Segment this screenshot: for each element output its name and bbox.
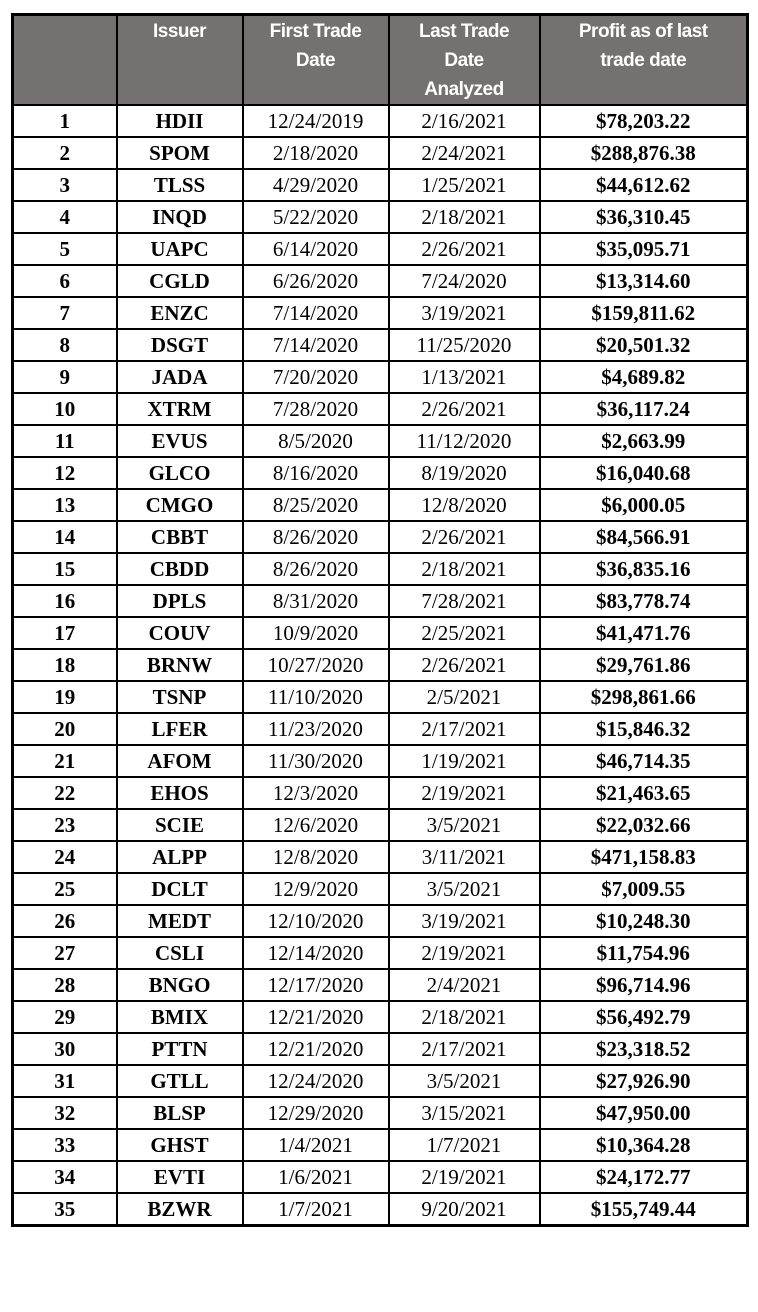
profit-cell: $11,754.96: [540, 937, 748, 969]
row-number: 16: [13, 585, 117, 617]
row-number: 4: [13, 201, 117, 233]
profit-cell: $16,040.68: [540, 457, 748, 489]
last-trade-date-cell: 2/18/2021: [389, 201, 540, 233]
last-trade-date-cell: 3/5/2021: [389, 1065, 540, 1097]
table-row: [13, 105, 748, 137]
first-trade-date-cell: 12/10/2020: [243, 905, 389, 937]
row-number: 27: [13, 937, 117, 969]
table-row: [13, 1097, 748, 1129]
table-row: [13, 361, 748, 393]
issuer-cell: GHST: [117, 1129, 243, 1161]
profit-cell: $96,714.96: [540, 969, 748, 1001]
table-row: [13, 809, 748, 841]
table-row: [13, 297, 748, 329]
last-trade-date-cell: 2/26/2021: [389, 233, 540, 265]
profit-cell: $21,463.65: [540, 777, 748, 809]
first-trade-date-cell: 10/9/2020: [243, 617, 389, 649]
first-trade-date-cell: 12/17/2020: [243, 969, 389, 1001]
first-trade-date-cell: 1/6/2021: [243, 1161, 389, 1193]
first-trade-date-cell: 12/9/2020: [243, 873, 389, 905]
first-trade-date-cell: 11/10/2020: [243, 681, 389, 713]
profit-cell: $471,158.83: [540, 841, 748, 873]
row-number: 13: [13, 489, 117, 521]
first-trade-date-cell: 7/14/2020: [243, 329, 389, 361]
table-row: [13, 169, 748, 201]
table-row: [13, 425, 748, 457]
table-row: [13, 1033, 748, 1065]
first-trade-date-cell: 12/8/2020: [243, 841, 389, 873]
first-trade-date-cell: 12/24/2020: [243, 1065, 389, 1097]
profit-cell: $4,689.82: [540, 361, 748, 393]
first-trade-date-cell: 6/14/2020: [243, 233, 389, 265]
table-row: [13, 1161, 748, 1193]
issuer-cell: INQD: [117, 201, 243, 233]
header-line: Last Trade: [418, 21, 510, 42]
issuer-cell: BZWR: [117, 1193, 243, 1226]
header-index: [13, 15, 117, 106]
last-trade-date-cell: 2/26/2021: [389, 521, 540, 553]
last-trade-date-cell: 2/26/2021: [389, 393, 540, 425]
table-row: [13, 745, 748, 777]
row-number: 6: [13, 265, 117, 297]
profit-cell: $44,612.62: [540, 169, 748, 201]
table-row: [13, 1193, 748, 1226]
profit-cell: $83,778.74: [540, 585, 748, 617]
row-number: 21: [13, 745, 117, 777]
table-row: [13, 777, 748, 809]
row-number: 15: [13, 553, 117, 585]
row-number: 7: [13, 297, 117, 329]
profit-cell: $298,861.66: [540, 681, 748, 713]
last-trade-date-cell: 2/24/2021: [389, 137, 540, 169]
last-trade-date-cell: 3/5/2021: [389, 873, 540, 905]
first-trade-date-cell: 7/28/2020: [243, 393, 389, 425]
row-number: 17: [13, 617, 117, 649]
profit-cell: $10,248.30: [540, 905, 748, 937]
row-number: 2: [13, 137, 117, 169]
table-row: [13, 1065, 748, 1097]
table-row: [13, 841, 748, 873]
issuer-cell: TLSS: [117, 169, 243, 201]
first-trade-date-cell: 8/16/2020: [243, 457, 389, 489]
row-number: 29: [13, 1001, 117, 1033]
table-row: [13, 1001, 748, 1033]
last-trade-date-cell: 9/20/2021: [389, 1193, 540, 1226]
first-trade-date-cell: 6/26/2020: [243, 265, 389, 297]
table-row: [13, 233, 748, 265]
profit-cell: $84,566.91: [540, 521, 748, 553]
last-trade-date-cell: 1/13/2021: [389, 361, 540, 393]
table-row: [13, 1129, 748, 1161]
row-number: 1: [13, 105, 117, 137]
table-row: [13, 873, 748, 905]
profit-cell: $13,314.60: [540, 265, 748, 297]
table-row: [13, 905, 748, 937]
issuer-profit-table-container: [11, 13, 749, 1227]
issuer-cell: HDII: [117, 105, 243, 137]
row-number: 30: [13, 1033, 117, 1065]
issuer-cell: BRNW: [117, 649, 243, 681]
issuer-cell: AFOM: [117, 745, 243, 777]
first-trade-date-cell: 8/26/2020: [243, 553, 389, 585]
table-row: [13, 585, 748, 617]
header-profit: [540, 15, 748, 106]
header-line: Date: [295, 50, 336, 71]
profit-cell: $23,318.52: [540, 1033, 748, 1065]
row-number: 14: [13, 521, 117, 553]
last-trade-date-cell: 2/19/2021: [389, 1161, 540, 1193]
profit-cell: $35,095.71: [540, 233, 748, 265]
last-trade-date-cell: 2/19/2021: [389, 937, 540, 969]
profit-cell: $47,950.00: [540, 1097, 748, 1129]
issuer-cell: CBBT: [117, 521, 243, 553]
row-number: 33: [13, 1129, 117, 1161]
row-number: 11: [13, 425, 117, 457]
last-trade-date-cell: 11/12/2020: [389, 425, 540, 457]
last-trade-date-cell: 2/4/2021: [389, 969, 540, 1001]
table-row: [13, 265, 748, 297]
profit-cell: $15,846.32: [540, 713, 748, 745]
table-row: [13, 969, 748, 1001]
profit-cell: $159,811.62: [540, 297, 748, 329]
profit-cell: $22,032.66: [540, 809, 748, 841]
table-row: [13, 329, 748, 361]
issuer-cell: UAPC: [117, 233, 243, 265]
row-number: 25: [13, 873, 117, 905]
issuer-cell: EVUS: [117, 425, 243, 457]
row-number: 19: [13, 681, 117, 713]
first-trade-date-cell: 1/4/2021: [243, 1129, 389, 1161]
issuer-cell: COUV: [117, 617, 243, 649]
row-number: 31: [13, 1065, 117, 1097]
header-line: trade date: [600, 50, 687, 71]
header-row: [13, 15, 748, 106]
first-trade-date-cell: 4/29/2020: [243, 169, 389, 201]
issuer-cell: BNGO: [117, 969, 243, 1001]
issuer-cell: LFER: [117, 713, 243, 745]
issuer-cell: XTRM: [117, 393, 243, 425]
first-trade-date-cell: 2/18/2020: [243, 137, 389, 169]
row-number: 23: [13, 809, 117, 841]
header-line: Analyzed: [424, 79, 504, 100]
issuer-cell: GTLL: [117, 1065, 243, 1097]
row-number: 32: [13, 1097, 117, 1129]
issuer-cell: ALPP: [117, 841, 243, 873]
first-trade-date-cell: 8/31/2020: [243, 585, 389, 617]
header-line: Date: [444, 50, 484, 71]
row-number: 12: [13, 457, 117, 489]
last-trade-date-cell: 3/5/2021: [389, 809, 540, 841]
last-trade-date-cell: 3/15/2021: [389, 1097, 540, 1129]
last-trade-date-cell: 7/24/2020: [389, 265, 540, 297]
last-trade-date-cell: 1/19/2021: [389, 745, 540, 777]
row-number: 26: [13, 905, 117, 937]
first-trade-date-cell: 12/3/2020: [243, 777, 389, 809]
row-number: 24: [13, 841, 117, 873]
table-body: [13, 105, 748, 1226]
first-trade-date-cell: 12/21/2020: [243, 1033, 389, 1065]
table-row: [13, 553, 748, 585]
issuer-cell: BMIX: [117, 1001, 243, 1033]
last-trade-date-cell: 1/7/2021: [389, 1129, 540, 1161]
issuer-cell: EVTI: [117, 1161, 243, 1193]
profit-cell: $41,471.76: [540, 617, 748, 649]
last-trade-date-cell: 3/19/2021: [389, 905, 540, 937]
last-trade-date-cell: 2/26/2021: [389, 649, 540, 681]
first-trade-date-cell: 12/14/2020: [243, 937, 389, 969]
issuer-cell: SCIE: [117, 809, 243, 841]
issuer-cell: MEDT: [117, 905, 243, 937]
profit-cell: $36,117.24: [540, 393, 748, 425]
profit-cell: $7,009.55: [540, 873, 748, 905]
table-row: [13, 489, 748, 521]
row-number: 28: [13, 969, 117, 1001]
issuer-cell: ENZC: [117, 297, 243, 329]
profit-cell: $36,310.45: [540, 201, 748, 233]
first-trade-date-cell: 11/23/2020: [243, 713, 389, 745]
header-line: First Trade: [269, 21, 362, 42]
first-trade-date-cell: 7/14/2020: [243, 297, 389, 329]
table-row: [13, 937, 748, 969]
profit-cell: $10,364.28: [540, 1129, 748, 1161]
table-row: [13, 393, 748, 425]
row-number: 5: [13, 233, 117, 265]
issuer-cell: DPLS: [117, 585, 243, 617]
row-number: 10: [13, 393, 117, 425]
table-row: [13, 137, 748, 169]
issuer-cell: CGLD: [117, 265, 243, 297]
last-trade-date-cell: 3/19/2021: [389, 297, 540, 329]
last-trade-date-cell: 3/11/2021: [389, 841, 540, 873]
last-trade-date-cell: 2/5/2021: [389, 681, 540, 713]
header-last-trade-date-analyzed: [389, 15, 540, 106]
row-number: 3: [13, 169, 117, 201]
last-trade-date-cell: 2/18/2021: [389, 1001, 540, 1033]
last-trade-date-cell: 12/8/2020: [389, 489, 540, 521]
last-trade-date-cell: 2/16/2021: [389, 105, 540, 137]
first-trade-date-cell: 5/22/2020: [243, 201, 389, 233]
row-number: 8: [13, 329, 117, 361]
profit-cell: $20,501.32: [540, 329, 748, 361]
issuer-cell: CSLI: [117, 937, 243, 969]
table-row: [13, 681, 748, 713]
row-number: 34: [13, 1161, 117, 1193]
header-first-trade-date: [243, 15, 389, 106]
first-trade-date-cell: 12/21/2020: [243, 1001, 389, 1033]
first-trade-date-cell: 8/26/2020: [243, 521, 389, 553]
last-trade-date-cell: 7/28/2021: [389, 585, 540, 617]
profit-cell: $78,203.22: [540, 105, 748, 137]
header-line: Issuer: [153, 21, 206, 42]
issuer-cell: BLSP: [117, 1097, 243, 1129]
last-trade-date-cell: 1/25/2021: [389, 169, 540, 201]
last-trade-date-cell: 2/19/2021: [389, 777, 540, 809]
first-trade-date-cell: 12/6/2020: [243, 809, 389, 841]
row-number: 9: [13, 361, 117, 393]
profit-cell: $24,172.77: [540, 1161, 748, 1193]
issuer-cell: EHOS: [117, 777, 243, 809]
issuer-cell: CMGO: [117, 489, 243, 521]
first-trade-date-cell: 1/7/2021: [243, 1193, 389, 1226]
issuer-cell: TSNP: [117, 681, 243, 713]
row-number: 18: [13, 649, 117, 681]
last-trade-date-cell: 2/17/2021: [389, 713, 540, 745]
first-trade-date-cell: 8/25/2020: [243, 489, 389, 521]
profit-cell: $27,926.90: [540, 1065, 748, 1097]
last-trade-date-cell: 2/25/2021: [389, 617, 540, 649]
table-row: [13, 617, 748, 649]
table-row: [13, 649, 748, 681]
issuer-profit-table: [11, 13, 749, 1227]
profit-cell: $6,000.05: [540, 489, 748, 521]
profit-cell: $36,835.16: [540, 553, 748, 585]
profit-cell: $29,761.86: [540, 649, 748, 681]
issuer-cell: SPOM: [117, 137, 243, 169]
profit-cell: $2,663.99: [540, 425, 748, 457]
header-line: Profit as of last: [578, 21, 708, 42]
table-header: [13, 15, 748, 106]
first-trade-date-cell: 11/30/2020: [243, 745, 389, 777]
last-trade-date-cell: 8/19/2020: [389, 457, 540, 489]
issuer-cell: DSGT: [117, 329, 243, 361]
table-row: [13, 521, 748, 553]
profit-cell: $46,714.35: [540, 745, 748, 777]
last-trade-date-cell: 2/18/2021: [389, 553, 540, 585]
issuer-cell: GLCO: [117, 457, 243, 489]
row-number: 22: [13, 777, 117, 809]
table-row: [13, 713, 748, 745]
profit-cell: $288,876.38: [540, 137, 748, 169]
table-row: [13, 201, 748, 233]
issuer-cell: CBDD: [117, 553, 243, 585]
issuer-cell: DCLT: [117, 873, 243, 905]
first-trade-date-cell: 8/5/2020: [243, 425, 389, 457]
first-trade-date-cell: 12/29/2020: [243, 1097, 389, 1129]
header-issuer: [117, 15, 243, 106]
first-trade-date-cell: 7/20/2020: [243, 361, 389, 393]
issuer-cell: PTTN: [117, 1033, 243, 1065]
first-trade-date-cell: 10/27/2020: [243, 649, 389, 681]
row-number: 35: [13, 1193, 117, 1226]
profit-cell: $56,492.79: [540, 1001, 748, 1033]
profit-cell: $155,749.44: [540, 1193, 748, 1226]
table-row: [13, 457, 748, 489]
last-trade-date-cell: 11/25/2020: [389, 329, 540, 361]
issuer-cell: JADA: [117, 361, 243, 393]
first-trade-date-cell: 12/24/2019: [243, 105, 389, 137]
row-number: 20: [13, 713, 117, 745]
last-trade-date-cell: 2/17/2021: [389, 1033, 540, 1065]
